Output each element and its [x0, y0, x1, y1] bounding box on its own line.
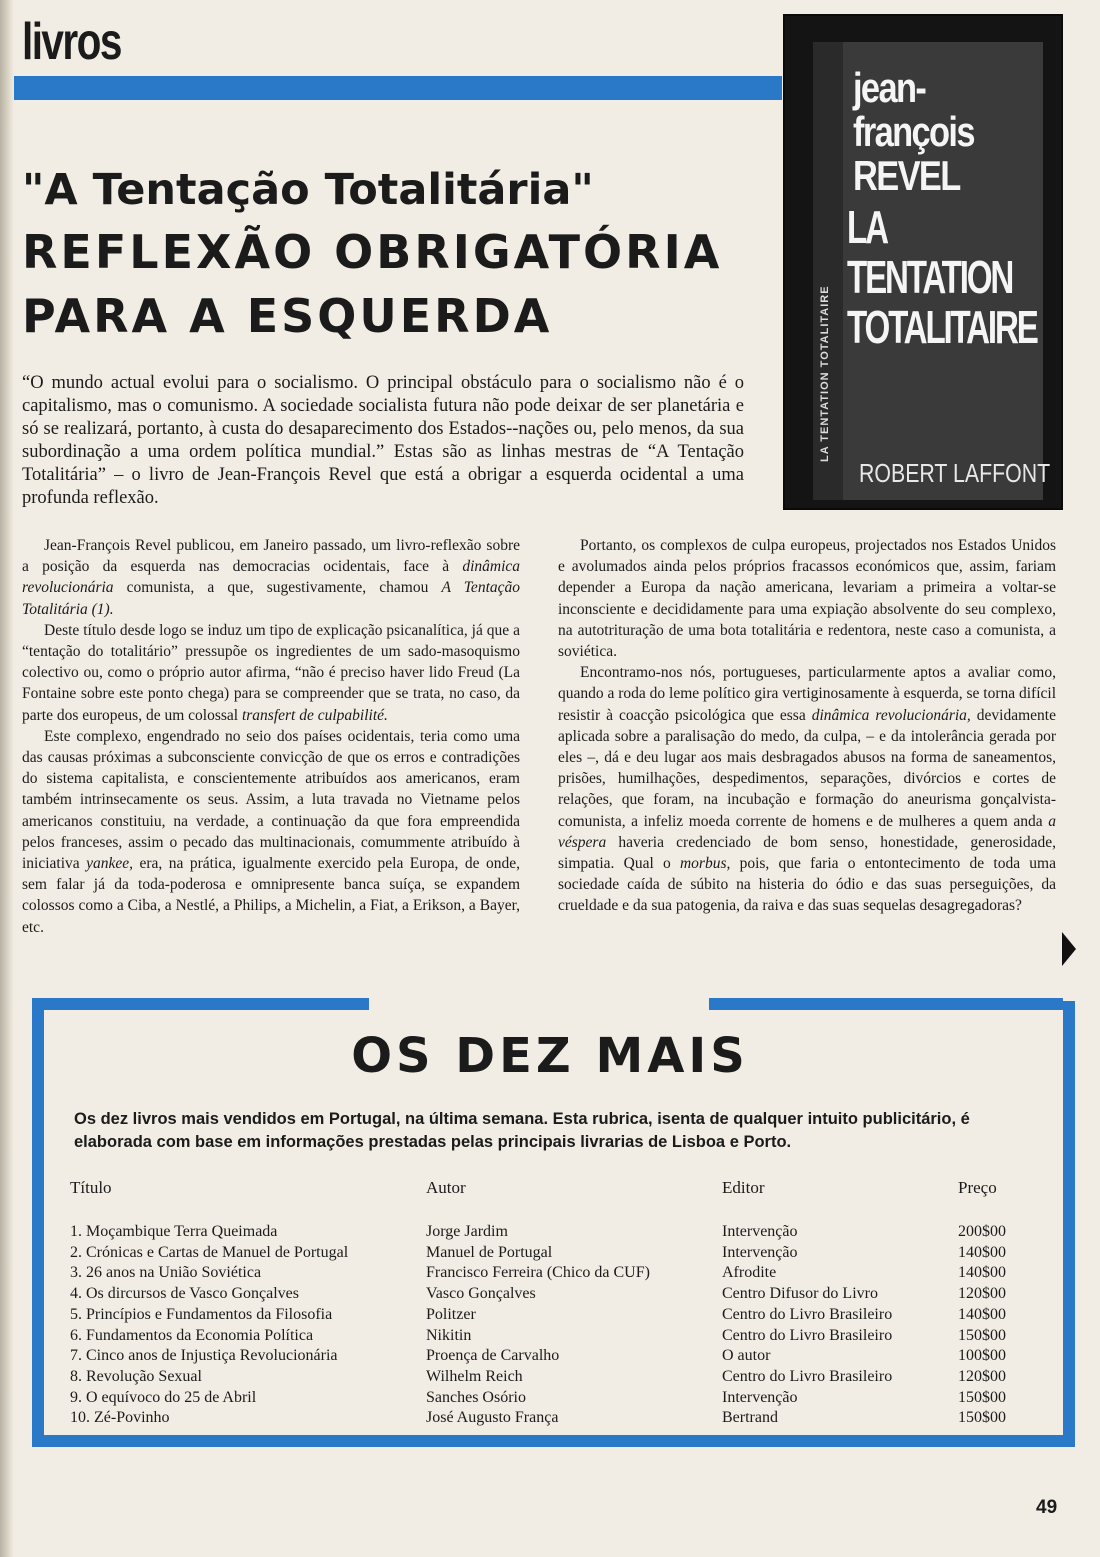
article-column-left [22, 535, 520, 938]
book-title-cell: 7. Cinco anos de Injustiça Revolucionária [70, 1347, 338, 1365]
column-header-author: Autor [426, 1178, 466, 1197]
column-header-publisher: Editor [722, 1178, 765, 1197]
article-paragraph: Deste título desde logo se induz um tipo de explicação psicanalítica, já que a “tentação do totalitário” pressupõe os ingredientes de um sado-masoquismo colectivo ou, como o próprio autor afirma, “não é preciso haver lido Freud (La Fontaine sobre este ponto chega) para se compreender que se trata, no caso, da parte dos europeus, de um colossal transfert de culpabilité. [22, 621, 520, 724]
section-label: livros [22, 13, 121, 71]
book-author-cell: Manuel de Portugal [426, 1243, 553, 1261]
book-author-cell: José Augusto França [426, 1409, 559, 1427]
table-row [70, 1346, 1030, 1367]
book-publisher-cell: Centro do Livro Brasileiro [722, 1305, 893, 1323]
book-title-cell: 2. Crónicas e Cartas de Manuel de Portugal [70, 1243, 349, 1261]
table-row [70, 1222, 1030, 1243]
headline-line-3: PARA A ESQUERDA [22, 289, 553, 343]
section-header-bar [14, 76, 782, 100]
book-cover-publisher: ROBERT LAFFONT [859, 458, 1051, 488]
book-title-cell: 9. O equívoco do 25 de Abril [70, 1388, 257, 1406]
table-row [70, 1305, 1030, 1326]
article-headline [22, 160, 762, 348]
table-row [70, 1284, 1030, 1305]
book-price-cell: 140$00 [958, 1264, 1006, 1282]
book-publisher-cell: Intervenção [722, 1243, 798, 1261]
column-header-title: Título [70, 1178, 112, 1197]
book-price-cell: 120$00 [958, 1285, 1006, 1303]
book-title-cell: 5. Princípios e Fundamentos da Filosofia [70, 1305, 333, 1323]
book-publisher-cell: Bertrand [722, 1409, 778, 1427]
article-lead: “O mundo actual evolui para o socialismo. O principal obstáculo para o socialismo não é o capitalismo, mas o comunismo. A sociedade socialista futura não pode deixar de ser planetária e só se realizará, portanto, à custa do desaparecimento dos Estados--nações ou, pelo menos, da sua subordinação a uma ordem política mundial.” Estas são as linhas mestras de “A Tentação Totalitária” – o livro de Jean-François Revel que está a obrigar a esquerda ocidental a uma profunda reflexão. [22, 373, 744, 508]
continue-arrow-icon [1062, 932, 1076, 966]
book-author-cell: Vasco Gonçalves [426, 1285, 536, 1303]
book-publisher-cell: Afrodite [722, 1264, 777, 1282]
bestseller-table [70, 1178, 1030, 1429]
book-author-cell: Wilhelm Reich [426, 1367, 523, 1385]
article-paragraph: Jean-François Revel publicou, em Janeiro passado, um livro-reflexão sobre a posição da esquerda nas democracias ocidentais, face à dinâmica revolucionária comunista, a que, sugestivamente, chamou A Tentação Totalitária (1). [22, 537, 521, 618]
book-author-cell: Nikitin [426, 1326, 472, 1344]
book-author-cell: Jorge Jardim [426, 1223, 508, 1240]
book-cover-front [813, 42, 1051, 500]
book-price-cell: 150$00 [958, 1409, 1006, 1427]
table-row [70, 1326, 1030, 1347]
article-paragraph: Este complexo, engendrado no seio dos países ocidentais, teria como uma das causas próximas a subconsciente convicção de que os erros e contradições do sistema capitalista, e conscientemente atribuídos aos americanos, eram também intrinsecamente os seus. Assim, a luta travada no Vietname pelos americanos constituiu, na verdade, a continuação da que fora empreendida pelos franceses, assim o pecado das multinacionais, comummente atribuído à iniciativa yankee, era, na prática, igualmente exercido pela Europa, de onde, sem falar já da toda-poderosa e omnipresente banca suíça, se expandem colossos como a Ciba, a Nestlé, a Philips, a Michelin, a Fiat, a Erikson, a Bayer, etc. [22, 727, 520, 936]
column-header-price: Preço [958, 1178, 997, 1197]
page-number: 49 [1036, 1497, 1058, 1518]
book-publisher-cell: Centro Difusor do Livro [722, 1285, 878, 1303]
book-spine-title: LA TENTATION TOTALITAIRE [819, 285, 831, 462]
book-title-cell: 10. Zé-Povinho [70, 1409, 170, 1427]
book-price-cell: 140$00 [958, 1305, 1006, 1323]
book-cover-spine [813, 42, 843, 500]
book-title-cell: 8. Revolução Sexual [70, 1367, 202, 1385]
top-ten-box-border [709, 998, 1063, 1010]
book-publisher-cell: Centro do Livro Brasileiro [722, 1367, 893, 1385]
table-header-row [70, 1178, 1030, 1222]
book-cover-title: LA TENTATION TOTALITAIRE [847, 201, 1037, 353]
article-paragraph: Encontramo-nos nós, portugueses, particularmente aptos a avaliar como, quando a roda do leme político gira vertiginosamente à esquerda, se torna difícil resistir à coacção psicológica que essa dinâmica revolucionária, devidamente aplicada sobre a paralisação do medo, da culpa, – e da intolerância gerada por eles –, dá e deu lugar aos mais desbragados abusos na forma de saneamentos, prisões, humilhações, despedimentos, separações, divórcios e cortes de relações, que foram, na incubação e formação do aneurisma gonçalvista-comunista, a infeliz moeda corrente de homens e de mulheres a quem anda a véspera haveria credenciado de bom senso, honestidade, generosidade, simpatia. Qual o morbus, pois, que faria o entontecimento de toda uma sociedade caída de súbito na histeria do ódio e das suas perseguições, da crueldade e da sua patogenia, da raiva e das suas sequelas desagregadoras? [558, 664, 1056, 915]
book-author-cell: Francisco Ferreira (Chico da CUF) [426, 1264, 650, 1282]
table-row [70, 1263, 1030, 1284]
book-cover-image [783, 14, 1063, 510]
bestseller-rows [70, 1222, 1030, 1429]
table-row [70, 1367, 1030, 1388]
book-title-cell: 4. Os dircursos de Vasco Gonçalves [70, 1285, 299, 1303]
book-title-cell: 6. Fundamentos da Economia Política [70, 1326, 314, 1344]
book-price-cell: 100$00 [958, 1347, 1006, 1365]
top-ten-intro: Os dez livros mais vendidos em Portugal, na última semana. Esta rubrica, isenta de qualquer intuito publicitário, é elaborada com base em informações prestadas pelas principais livrarias de Lisboa e Porto. [74, 1110, 970, 1151]
book-cover-author-text: jean-françois REVEL [853, 64, 974, 199]
book-title-cell: 1. Moçambique Terra Queimada [70, 1223, 278, 1240]
top-ten-box-border [32, 998, 369, 1010]
book-price-cell: 120$00 [958, 1367, 1006, 1385]
headline-line-2: REFLEXÃO OBRIGATÓRIA [22, 225, 723, 279]
book-publisher-cell: Intervenção [722, 1223, 798, 1240]
book-price-cell: 150$00 [958, 1388, 1006, 1406]
book-publisher-cell: Intervenção [722, 1388, 798, 1406]
book-price-cell: 200$00 [958, 1223, 1006, 1240]
book-cover-author [853, 66, 1042, 198]
top-ten-title: OS DEZ MAIS [351, 1028, 749, 1084]
book-publisher-cell: Centro do Livro Brasileiro [722, 1326, 893, 1344]
article-paragraph: Portanto, os complexos de culpa europeus, projectados nos Estados Unidos e avolumados ainda pelos próprios fracassos económicos que, assim, fariam depender a Europa da nação americana, levariam a primeira a voltar-se inconsciente e decididamente para uma expiação absolvente do seu complexo, na autotrituração de uma bota totalitária e redentora, neste caso a comunista, a soviética. [558, 537, 1056, 661]
book-title-cell: 3. 26 anos na União Soviética [70, 1264, 262, 1282]
page-binding-shadow [0, 0, 14, 1557]
table-row [70, 1388, 1030, 1409]
book-price-cell: 150$00 [958, 1326, 1006, 1344]
table-row [70, 1243, 1030, 1264]
headline-book-title: "A Tentação Totalitária" [22, 165, 594, 215]
book-author-cell: Proença de Carvalho [426, 1347, 560, 1365]
book-author-cell: Politzer [426, 1305, 476, 1323]
book-price-cell: 140$00 [958, 1243, 1006, 1261]
article-column-right [558, 535, 1056, 917]
book-author-cell: Sanches Osório [426, 1388, 526, 1406]
table-row [70, 1408, 1030, 1429]
book-publisher-cell: O autor [722, 1347, 771, 1365]
